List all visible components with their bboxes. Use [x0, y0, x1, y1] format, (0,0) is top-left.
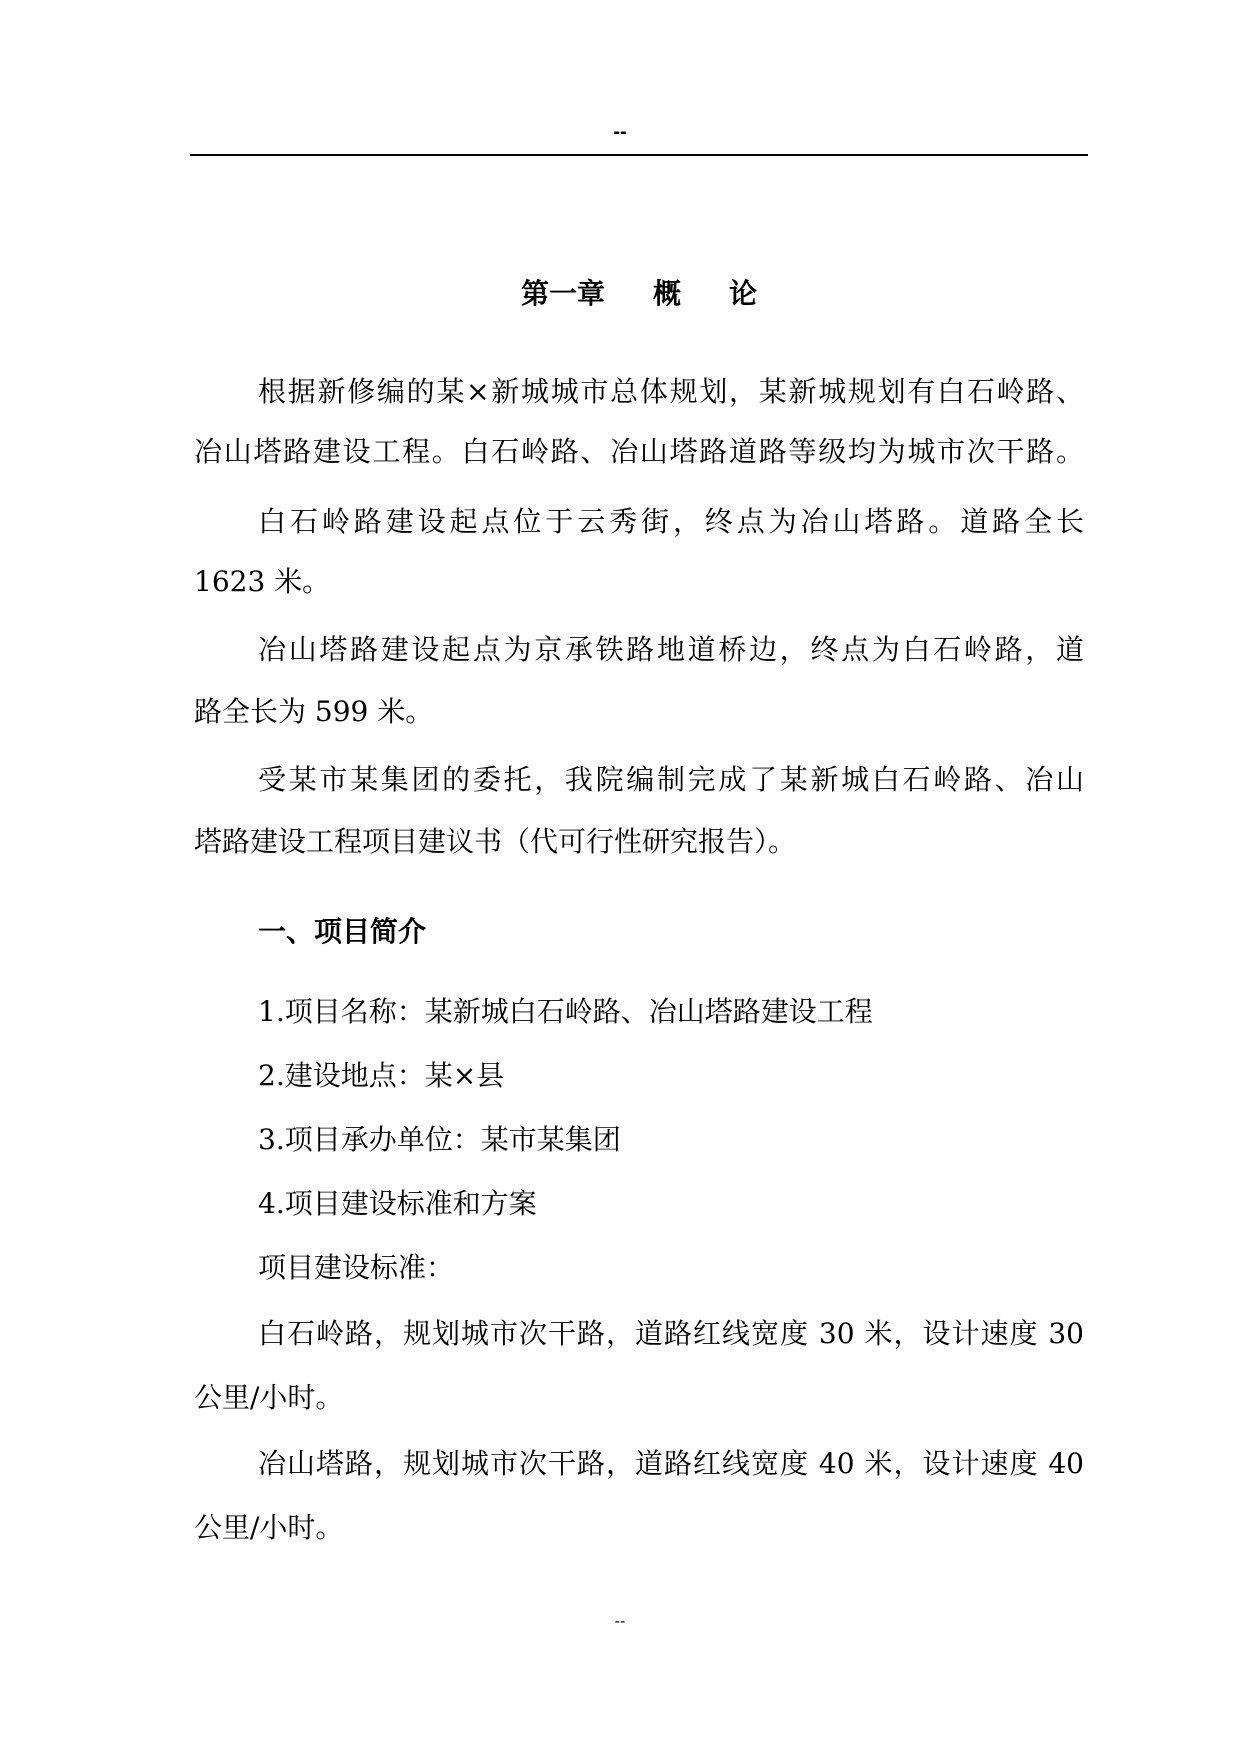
paragraph-1-line-1: 根据新修编的某×新城城市总体规划，某新城规划有白石岭路、	[258, 375, 1084, 408]
paragraph-2-line-2: 1623 米。	[194, 565, 331, 598]
paragraph-3-line-2: 路全长为 599 米。	[194, 695, 434, 728]
standard-2-line-1: 冶山塔路，规划城市次干路，道路红线宽度 40 米，设计速度 40	[258, 1447, 1084, 1480]
paragraph-3-line-1: 冶山塔路建设起点为京承铁路地道桥边，终点为白石岭路，道	[258, 633, 1084, 666]
paragraph-4-line-2: 塔路建设工程项目建议书（代可行性研究报告）。	[194, 825, 797, 858]
paragraph-4-line-1: 受某市某集团的委托，我院编制完成了某新城白石岭路、冶山	[258, 763, 1084, 796]
standard-1-line-1: 白石岭路，规划城市次干路，道路红线宽度 30 米，设计速度 30	[258, 1317, 1084, 1350]
page-header-mark: --	[613, 121, 627, 143]
chapter-title-char-2: 论	[729, 277, 758, 310]
header-divider	[190, 154, 1088, 156]
page-footer-mark: --	[614, 1613, 626, 1630]
standards-heading: 项目建设标准：	[258, 1251, 455, 1284]
list-item-standards-plan: 4.项目建设标准和方案	[258, 1187, 537, 1220]
standard-1-line-2: 公里/小时。	[194, 1381, 344, 1414]
chapter-number: 第一章	[520, 277, 605, 310]
chapter-title-char-1: 概	[652, 277, 681, 310]
list-item-project-name: 1.项目名称：某新城白石岭路、冶山塔路建设工程	[258, 995, 873, 1028]
list-item-location: 2.建设地点：某×县	[258, 1059, 505, 1092]
paragraph-2-line-1: 白石岭路建设起点位于云秀街，终点为冶山塔路。道路全长	[258, 505, 1084, 538]
list-item-undertaker: 3.项目承办单位：某市某集团	[258, 1123, 621, 1156]
section-title: 一、项目简介	[258, 915, 427, 948]
paragraph-1-line-2: 冶山塔路建设工程。白石岭路、冶山塔路道路等级均为城市次干路。	[194, 435, 1084, 468]
standard-2-line-2: 公里/小时。	[194, 1511, 344, 1544]
chapter-title	[190, 274, 1088, 314]
